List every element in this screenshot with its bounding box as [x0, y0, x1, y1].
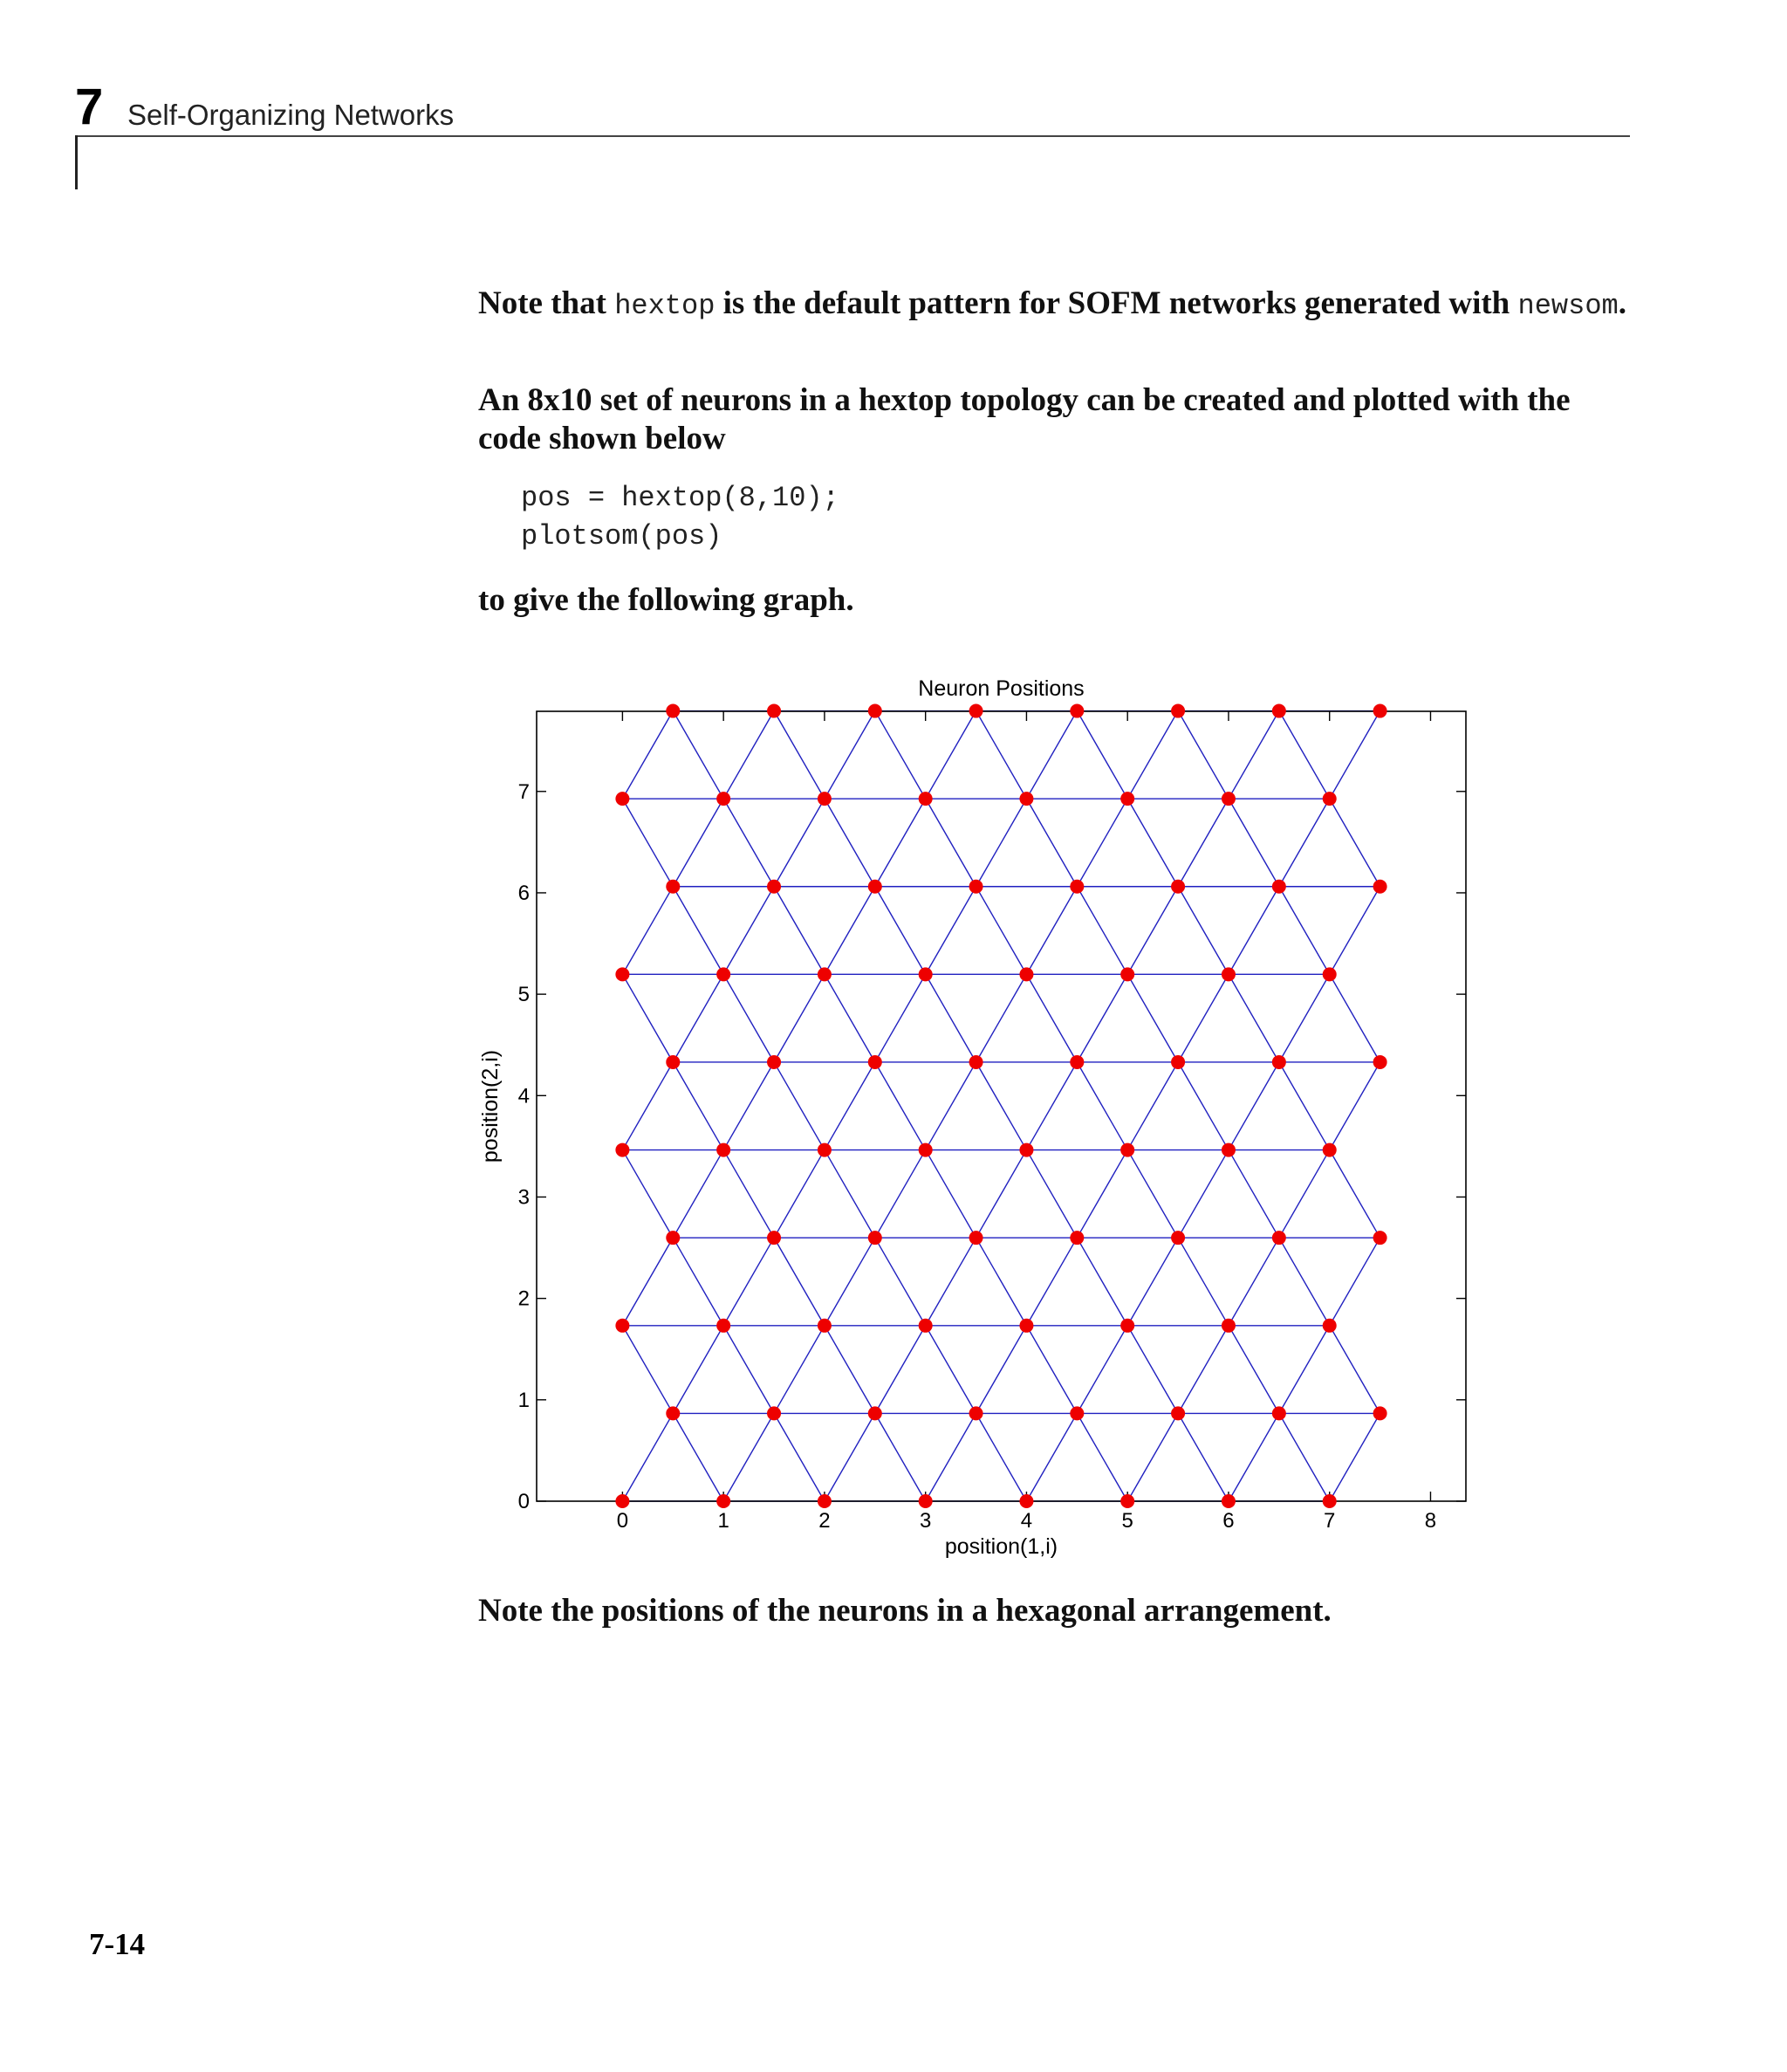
- neuron-link: [774, 1326, 825, 1414]
- neuron-link: [622, 1062, 673, 1150]
- neuron-point: [1222, 1319, 1236, 1333]
- neuron-point: [666, 1406, 680, 1420]
- neuron-link: [673, 1062, 723, 1150]
- neuron-link: [622, 1326, 673, 1414]
- neuron-link: [1279, 711, 1330, 799]
- neuron-link: [1077, 1326, 1127, 1414]
- neuron-point: [1373, 704, 1387, 718]
- neuron-link: [673, 1326, 723, 1414]
- neuron-link: [1077, 711, 1127, 799]
- neuron-point: [1070, 1055, 1084, 1069]
- neuron-point: [1373, 1231, 1387, 1245]
- y-tick-label: 2: [517, 1286, 530, 1311]
- neuron-link: [875, 1326, 926, 1414]
- para1-text-after: .: [1618, 285, 1626, 321]
- neuron-link: [1229, 711, 1279, 799]
- neuron-point: [1070, 880, 1084, 894]
- neuron-point: [666, 1231, 680, 1245]
- neuron-link: [723, 1326, 774, 1414]
- neuron-point: [716, 1494, 730, 1508]
- neuron-point: [1373, 1406, 1387, 1420]
- x-tick-label: 0: [616, 1509, 629, 1533]
- chapter-title: Self-Organizing Networks: [127, 99, 455, 131]
- neuron-point: [1019, 1319, 1033, 1333]
- neuron-link: [1229, 1238, 1279, 1326]
- neuron-link: [673, 1150, 723, 1238]
- neuron-point: [615, 1494, 629, 1508]
- neuron-point: [1171, 1231, 1185, 1245]
- neuron-link: [976, 1150, 1027, 1238]
- neuron-point: [1070, 1406, 1084, 1420]
- neuron-link: [673, 974, 723, 1062]
- neuron-link: [1178, 799, 1229, 887]
- neuron-link: [1279, 1062, 1330, 1150]
- neuron-point: [1120, 967, 1134, 981]
- code-line-1: pos = hextop(8,10);: [521, 482, 839, 514]
- neuron-link: [976, 711, 1027, 799]
- neuron-point: [1019, 792, 1033, 806]
- neuron-point: [1373, 880, 1387, 894]
- neuron-link: [723, 974, 774, 1062]
- neuron-point: [1120, 1143, 1134, 1157]
- neuron-link: [723, 1413, 774, 1501]
- code-line-2: plotsom(pos): [521, 520, 722, 552]
- neuron-link: [1026, 799, 1077, 887]
- neuron-link: [875, 1062, 926, 1150]
- paragraph-hextop-description: An 8x10 set of neurons in a hextop topology can be created and plotted with the code shown below: [478, 382, 1571, 456]
- neuron-point: [615, 967, 629, 981]
- neuron-point: [868, 704, 882, 718]
- neuron-point: [716, 792, 730, 806]
- neuron-link: [1330, 1326, 1380, 1414]
- neuron-point: [868, 1055, 882, 1069]
- x-tick-label: 4: [1020, 1509, 1033, 1533]
- neuron-link: [926, 1062, 976, 1150]
- neuron-link: [1178, 1062, 1229, 1150]
- neuron-link: [1330, 974, 1380, 1062]
- inline-code-newsom: newsom: [1517, 290, 1619, 322]
- neuron-link: [1127, 1150, 1178, 1238]
- x-tick-label: 5: [1121, 1509, 1133, 1533]
- neuron-link: [1178, 1326, 1229, 1414]
- neuron-point: [1222, 1494, 1236, 1508]
- neuron-link: [1229, 1062, 1279, 1150]
- neuron-link: [1330, 887, 1380, 975]
- neuron-link: [1229, 1413, 1279, 1501]
- neuron-link: [1026, 1326, 1077, 1414]
- neuron-point: [868, 1231, 882, 1245]
- y-tick-label: 1: [517, 1388, 530, 1412]
- neuron-point: [767, 1055, 781, 1069]
- neuron-link: [673, 799, 723, 887]
- neuron-link: [976, 799, 1027, 887]
- neuron-point: [1070, 704, 1084, 718]
- neuron-link: [774, 887, 825, 975]
- neuron-link: [1330, 711, 1380, 799]
- neuron-link: [622, 1238, 673, 1326]
- neuron-point: [969, 1231, 983, 1245]
- chapter-number: 7: [75, 79, 104, 135]
- neuron-link: [622, 799, 673, 887]
- neuron-link: [1279, 1413, 1330, 1501]
- neuron-point: [1272, 1231, 1286, 1245]
- neuron-link: [926, 711, 976, 799]
- x-tick-label: 1: [717, 1509, 729, 1533]
- paragraph-hexagonal-note: Note the positions of the neurons in a hexagonal arrangement.: [478, 1593, 1332, 1629]
- neuron-link: [926, 974, 976, 1062]
- neuron-point: [919, 1319, 933, 1333]
- neuron-link: [1330, 1062, 1380, 1150]
- neuron-link: [926, 799, 976, 887]
- neuron-link: [976, 1238, 1027, 1326]
- neuron-link: [774, 1238, 825, 1326]
- neuron-link: [1127, 799, 1178, 887]
- neuron-link: [1279, 1150, 1330, 1238]
- y-axis-label: position(2,i): [478, 1049, 503, 1163]
- neuron-link: [723, 1150, 774, 1238]
- neuron-point: [868, 880, 882, 894]
- y-tick-label: 0: [517, 1490, 530, 1513]
- neuron-point: [919, 1143, 933, 1157]
- neuron-point: [615, 1143, 629, 1157]
- neuron-link: [622, 1150, 673, 1238]
- x-tick-label: 8: [1424, 1509, 1437, 1533]
- neuron-positions-chart: [471, 663, 1483, 1571]
- neuron-link: [723, 887, 774, 975]
- neuron-link: [825, 887, 875, 975]
- neuron-link: [875, 799, 926, 887]
- neuron-link: [622, 887, 673, 975]
- neuron-point: [1070, 1231, 1084, 1245]
- x-tick-label: 2: [818, 1509, 831, 1533]
- para1-text-middle: is the default pattern for SOFM networks generated with: [715, 285, 1518, 321]
- header-margin-mark: [75, 135, 78, 189]
- neuron-point: [615, 1319, 629, 1333]
- neuron-point: [716, 1143, 730, 1157]
- neuron-point: [1019, 1494, 1033, 1508]
- neuron-link: [723, 1238, 774, 1326]
- neuron-point: [767, 704, 781, 718]
- neuron-point: [1323, 792, 1337, 806]
- neuron-link: [1178, 711, 1229, 799]
- neuron-link: [1229, 974, 1279, 1062]
- neuron-point: [1171, 1406, 1185, 1420]
- neuron-point: [1171, 704, 1185, 718]
- neuron-point: [1323, 1143, 1337, 1157]
- neuron-link: [825, 974, 875, 1062]
- neuron-link: [825, 1062, 875, 1150]
- neuron-link: [976, 887, 1027, 975]
- neuron-link: [723, 1062, 774, 1150]
- neuron-point: [919, 1494, 933, 1508]
- x-tick-label: 6: [1222, 1509, 1235, 1533]
- header-rule: [75, 135, 1630, 137]
- neuron-point: [1019, 967, 1033, 981]
- neuron-link: [1026, 711, 1077, 799]
- neuron-point: [615, 792, 629, 806]
- y-tick-label: 7: [517, 779, 530, 804]
- neuron-link: [875, 1150, 926, 1238]
- neuron-point: [767, 1406, 781, 1420]
- neuron-link: [1026, 1413, 1077, 1501]
- neuron-link: [825, 1413, 875, 1501]
- neuron-link: [1077, 1238, 1127, 1326]
- neuron-link: [926, 1413, 976, 1501]
- x-tick-label: 3: [919, 1509, 932, 1533]
- neuron-link: [926, 1326, 976, 1414]
- neuron-point: [1272, 1055, 1286, 1069]
- neuron-point: [1171, 1055, 1185, 1069]
- neuron-link: [723, 711, 774, 799]
- neuron-link: [1279, 799, 1330, 887]
- neuron-link: [1026, 1238, 1077, 1326]
- y-tick-label: 4: [517, 1084, 530, 1108]
- neuron-link: [1127, 1413, 1178, 1501]
- neuron-point: [969, 1055, 983, 1069]
- neuron-link: [774, 974, 825, 1062]
- neuron-link: [1127, 1238, 1178, 1326]
- neuron-link: [673, 711, 723, 799]
- y-tick-label: 5: [517, 983, 530, 1007]
- neuron-link: [723, 799, 774, 887]
- para1-text-before: Note that: [478, 285, 615, 321]
- x-tick-label: 7: [1324, 1509, 1336, 1533]
- neuron-link: [1229, 1326, 1279, 1414]
- neuron-point: [818, 967, 832, 981]
- neuron-point: [767, 1231, 781, 1245]
- neuron-point: [1120, 792, 1134, 806]
- neuron-link: [1279, 1238, 1330, 1326]
- neuron-point: [818, 1143, 832, 1157]
- neuron-link: [1178, 887, 1229, 975]
- neuron-point: [1272, 704, 1286, 718]
- neuron-link: [875, 887, 926, 975]
- neuron-link: [1127, 1326, 1178, 1414]
- neuron-link: [825, 799, 875, 887]
- neuron-link: [976, 1413, 1027, 1501]
- y-tick-label: 3: [517, 1185, 530, 1210]
- neuron-link: [825, 1326, 875, 1414]
- neuron-point: [666, 1055, 680, 1069]
- neuron-link: [1330, 1413, 1380, 1501]
- neuron-point: [1120, 1494, 1134, 1508]
- neuron-point: [969, 704, 983, 718]
- inline-code-hextop: hextop: [614, 290, 715, 322]
- neuron-link: [875, 1238, 926, 1326]
- neuron-link: [1077, 799, 1127, 887]
- neuron-link: [1127, 974, 1178, 1062]
- neuron-point: [1272, 880, 1286, 894]
- neuron-point: [1323, 967, 1337, 981]
- neuron-point: [1222, 1143, 1236, 1157]
- paragraph-graph-intro: to give the following graph.: [478, 582, 854, 618]
- neuron-link: [1229, 1150, 1279, 1238]
- x-axis-label: position(1,i): [944, 1534, 1058, 1559]
- neuron-links: [622, 711, 1380, 1501]
- neuron-point: [818, 792, 832, 806]
- neuron-point: [1323, 1494, 1337, 1508]
- neuron-link: [673, 1413, 723, 1501]
- neuron-link: [774, 1150, 825, 1238]
- neuron-link: [774, 799, 825, 887]
- neuron-point: [716, 967, 730, 981]
- neuron-link: [1178, 1413, 1229, 1501]
- neuron-point: [818, 1319, 832, 1333]
- neuron-link: [1178, 1150, 1229, 1238]
- chart-title: Neuron Positions: [918, 676, 1085, 701]
- neuron-link: [1077, 1413, 1127, 1501]
- neuron-link: [875, 1413, 926, 1501]
- neuron-point: [1222, 792, 1236, 806]
- neuron-link: [1279, 974, 1330, 1062]
- neuron-point: [1323, 1319, 1337, 1333]
- neuron-link: [1178, 974, 1229, 1062]
- axis-ticks: [518, 711, 1466, 1533]
- neuron-link: [976, 974, 1027, 1062]
- neuron-link: [1077, 974, 1127, 1062]
- neuron-link: [1127, 711, 1178, 799]
- neuron-link: [673, 1238, 723, 1326]
- neuron-link: [976, 1062, 1027, 1150]
- neuron-link: [1330, 1238, 1380, 1326]
- neuron-link: [622, 1413, 673, 1501]
- neuron-link: [622, 711, 673, 799]
- neuron-link: [1026, 887, 1077, 975]
- neuron-link: [622, 974, 673, 1062]
- neuron-link: [774, 1062, 825, 1150]
- neuron-link: [673, 887, 723, 975]
- neuron-link: [926, 1238, 976, 1326]
- neuron-link: [1178, 1238, 1229, 1326]
- neuron-point: [666, 880, 680, 894]
- neuron-link: [1330, 799, 1380, 887]
- neuron-link: [1229, 799, 1279, 887]
- neuron-link: [825, 711, 875, 799]
- neuron-link: [926, 1150, 976, 1238]
- neuron-point: [1222, 967, 1236, 981]
- neuron-point: [1171, 880, 1185, 894]
- neuron-link: [1279, 887, 1330, 975]
- neuron-link: [1026, 1150, 1077, 1238]
- neuron-point: [1373, 1055, 1387, 1069]
- neuron-link: [1026, 1062, 1077, 1150]
- neuron-point: [969, 1406, 983, 1420]
- neuron-link: [1127, 887, 1178, 975]
- neuron-point: [716, 1319, 730, 1333]
- neuron-point: [1120, 1319, 1134, 1333]
- neuron-link: [1077, 1150, 1127, 1238]
- neuron-link: [1026, 974, 1077, 1062]
- neuron-point: [1019, 1143, 1033, 1157]
- neuron-link: [825, 1150, 875, 1238]
- neuron-link: [1229, 887, 1279, 975]
- neuron-link: [1077, 1062, 1127, 1150]
- neuron-link: [774, 711, 825, 799]
- neuron-link: [825, 1238, 875, 1326]
- neuron-link: [1127, 1062, 1178, 1150]
- y-tick-label: 6: [517, 881, 530, 905]
- neuron-point: [767, 880, 781, 894]
- neuron-link: [774, 1413, 825, 1501]
- neuron-point: [919, 967, 933, 981]
- paragraph-hextop-default: [478, 285, 1639, 326]
- neuron-point: [818, 1494, 832, 1508]
- neuron-link: [1279, 1326, 1330, 1414]
- neuron-link: [926, 887, 976, 975]
- page-number: 7-14: [89, 1927, 146, 1961]
- neuron-point: [666, 704, 680, 718]
- neuron-point: [1272, 1406, 1286, 1420]
- neuron-link: [875, 711, 926, 799]
- neuron-link: [875, 974, 926, 1062]
- neuron-point: [969, 880, 983, 894]
- neuron-link: [1077, 887, 1127, 975]
- neuron-link: [976, 1326, 1027, 1414]
- neuron-link: [1330, 1150, 1380, 1238]
- neuron-point: [919, 792, 933, 806]
- neuron-point: [868, 1406, 882, 1420]
